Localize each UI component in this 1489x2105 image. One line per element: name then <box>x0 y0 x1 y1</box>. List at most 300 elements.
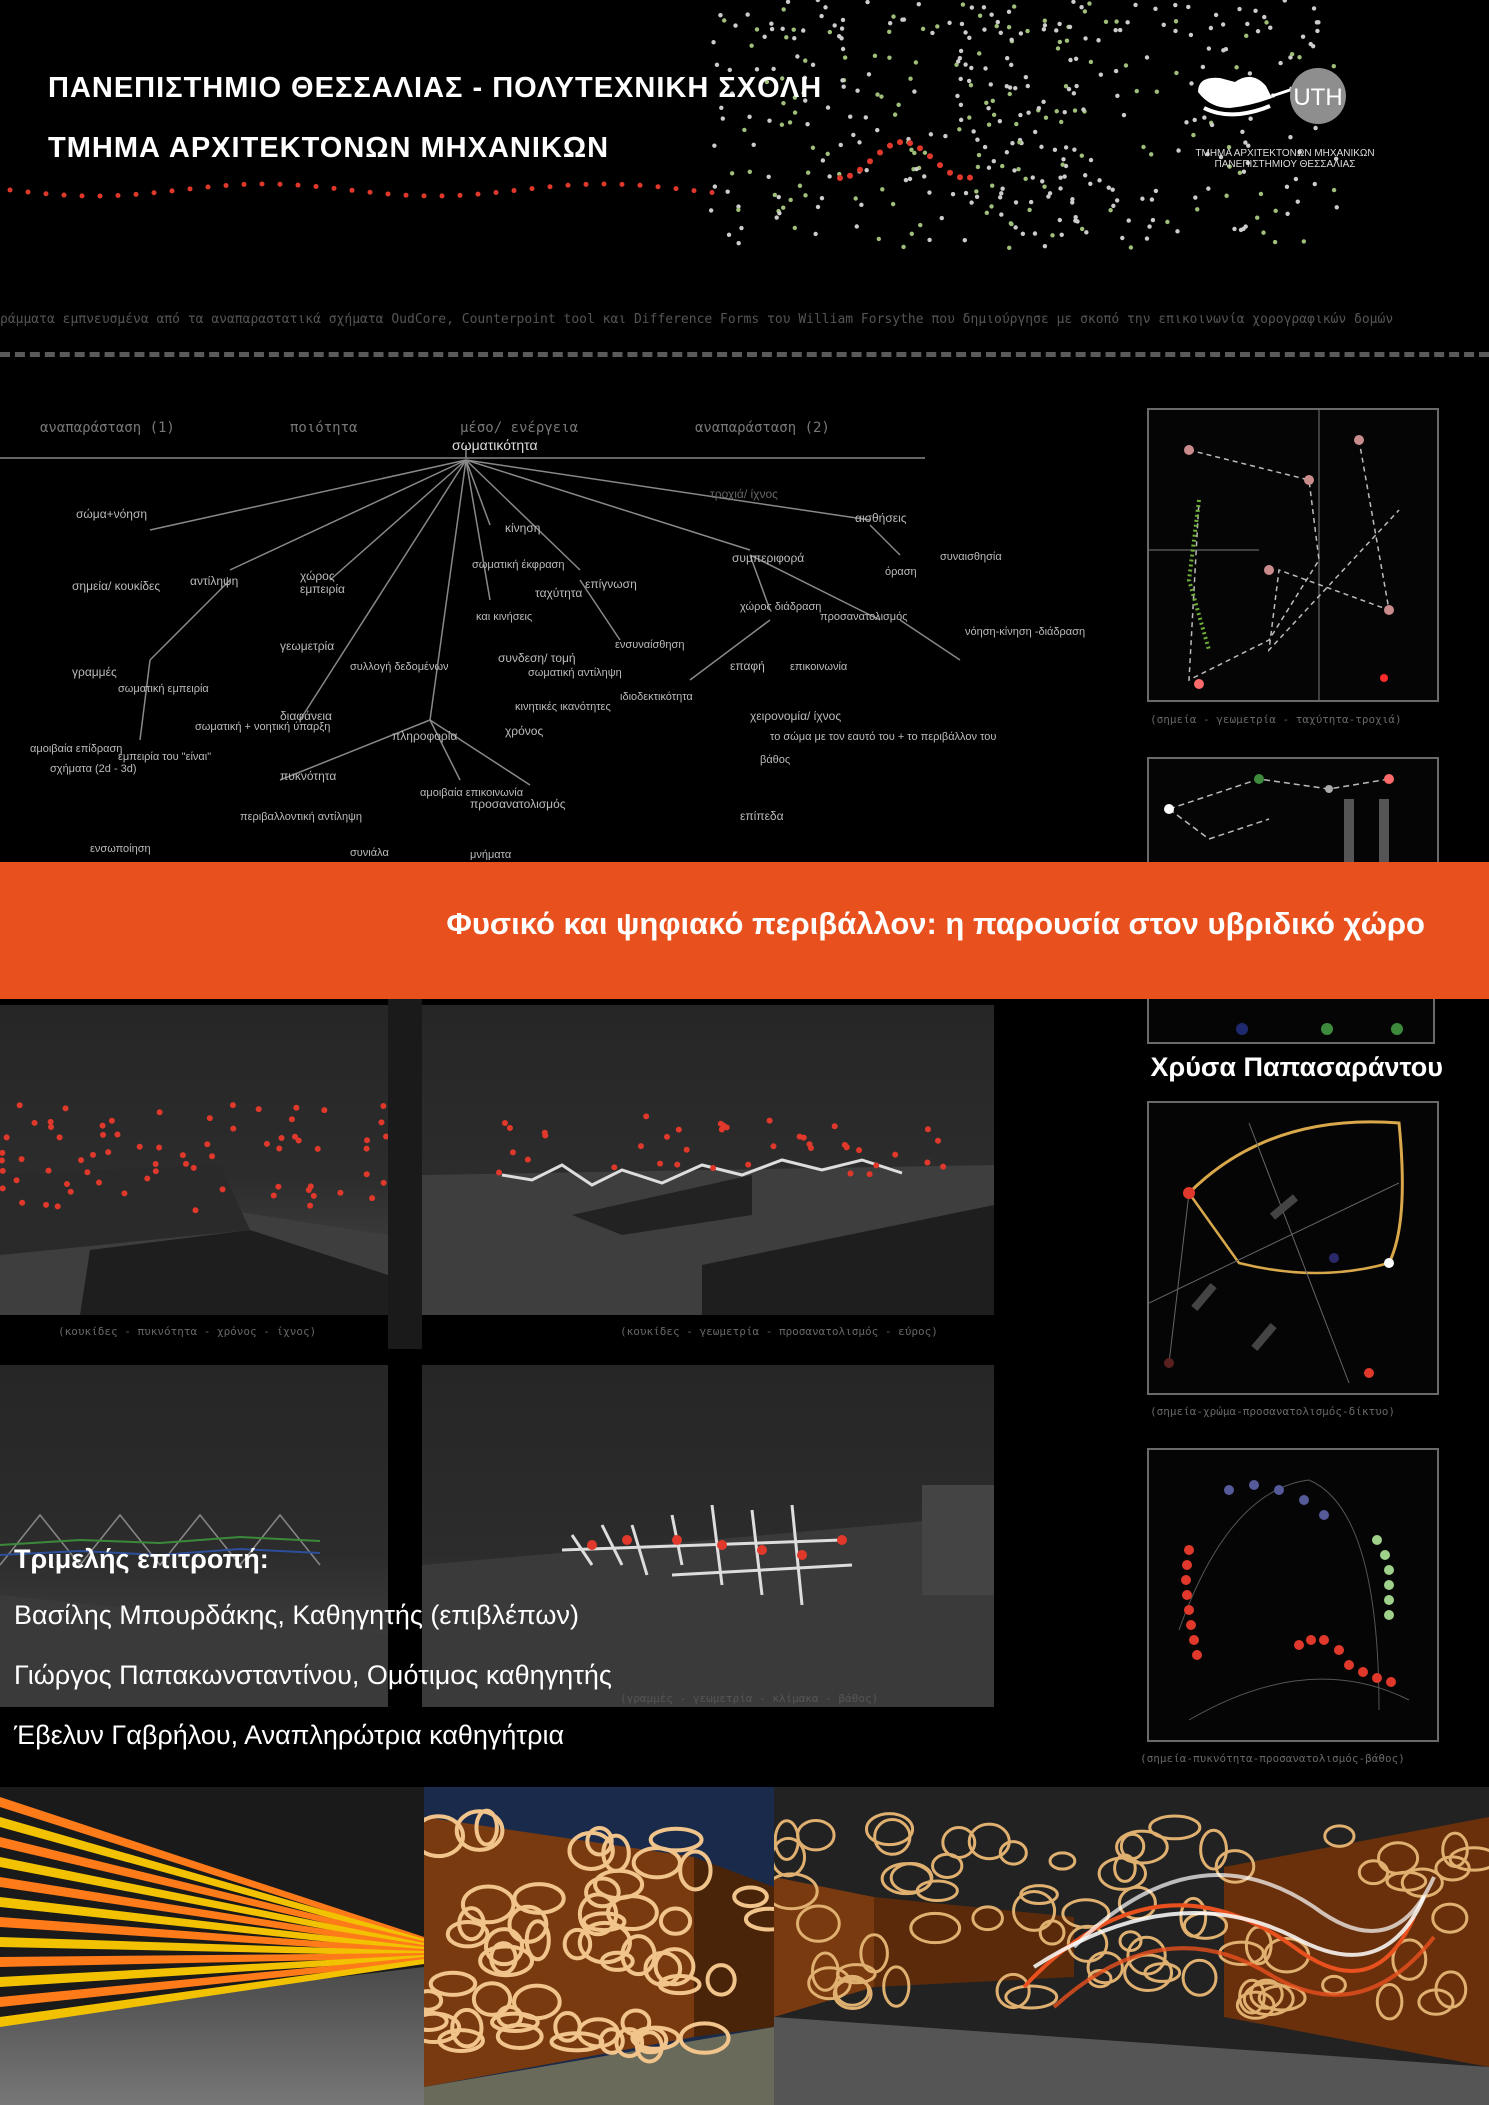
decor-dot <box>927 153 933 159</box>
decor-dot <box>0 1185 6 1191</box>
decor-dot <box>383 1134 388 1140</box>
panel-caption-1: (σημεία - γεωμετρία - ταχύτητα-τροχιά) <box>1150 713 1402 726</box>
decor-dot <box>1209 26 1213 30</box>
decor-dot <box>923 151 927 155</box>
diagram-panel-4 <box>1147 1448 1439 1742</box>
decor-dot <box>823 5 827 9</box>
svg-text:διαφάνεια: διαφάνεια <box>280 709 332 723</box>
decor-dot <box>1099 72 1103 76</box>
decor-dot <box>719 106 723 110</box>
decor-dot <box>842 1142 848 1148</box>
decor-dot <box>819 14 823 18</box>
decor-dot <box>1073 215 1077 219</box>
svg-text:γραμμές: γραμμές <box>72 665 117 679</box>
decor-dot <box>841 85 845 89</box>
decor-dot <box>507 1125 513 1131</box>
decor-dot <box>0 1157 5 1163</box>
title-banner <box>0 862 1489 999</box>
decor-dot <box>188 186 193 191</box>
decor-dot <box>770 1143 776 1149</box>
decor-dot <box>1042 27 1046 31</box>
decor-dot <box>722 18 726 22</box>
decor-dot <box>1053 148 1057 152</box>
decor-dot <box>967 115 971 119</box>
decor-dot <box>736 208 740 212</box>
decor-dot <box>998 119 1002 123</box>
svg-text:πυκνότητα: πυκνότητα <box>280 769 337 783</box>
decor-dot <box>1005 150 1009 154</box>
decor-dot <box>999 212 1003 216</box>
decor-dot <box>45 1168 51 1174</box>
decor-dot <box>152 190 157 195</box>
decor-dot <box>781 7 785 11</box>
decor-dot <box>912 89 916 93</box>
decor-dot <box>755 27 759 31</box>
decor-dot <box>1245 22 1249 26</box>
decor-dot <box>224 183 229 188</box>
decor-dot <box>1273 209 1277 213</box>
decor-dot <box>762 35 766 39</box>
decor-dot <box>914 167 918 171</box>
decor-dot <box>1007 246 1011 250</box>
decor-dot <box>766 175 770 179</box>
decor-dot <box>1140 197 1144 201</box>
decor-dot <box>337 1190 343 1196</box>
decor-dot <box>230 1102 236 1108</box>
decor-dot <box>1031 175 1035 179</box>
decor-dot <box>476 192 481 197</box>
decor-dot <box>206 184 211 189</box>
decor-dot <box>1268 26 1272 30</box>
decor-dot <box>1074 57 1078 61</box>
decor-dot <box>380 1103 386 1109</box>
decor-dot <box>769 21 773 25</box>
decor-dot <box>940 1164 946 1170</box>
decor-dot <box>638 1143 644 1149</box>
decor-dot <box>1207 46 1211 50</box>
decor-dot <box>1195 207 1199 211</box>
decor-dot <box>1124 63 1128 67</box>
decor-dot <box>381 1180 387 1186</box>
decor-dot <box>664 1134 670 1140</box>
decor-dot <box>116 193 121 198</box>
decor-dot <box>910 232 914 236</box>
decor-dot <box>525 1157 531 1163</box>
decor-dot <box>510 1149 516 1155</box>
decor-dot <box>1044 115 1048 119</box>
svg-text:συνδεση/ τομή: συνδεση/ τομή <box>498 651 576 665</box>
decor-dot <box>1114 69 1118 73</box>
decor-dot <box>1013 86 1017 90</box>
decor-dot <box>1058 218 1062 222</box>
decor-dot <box>792 27 796 31</box>
decor-dot <box>1088 182 1092 186</box>
decor-dot <box>1151 218 1155 222</box>
decor-dot <box>1043 244 1047 248</box>
decor-dot <box>674 186 679 191</box>
decor-dot <box>1127 218 1131 222</box>
decor-dot <box>955 94 959 98</box>
decor-dot <box>1224 194 1228 198</box>
decor-dot <box>914 60 918 64</box>
decor-dot <box>873 54 877 58</box>
decor-dot <box>996 20 1000 24</box>
decor-dot <box>1029 200 1033 204</box>
decor-dot <box>1155 90 1159 94</box>
decor-dot <box>960 22 964 26</box>
decor-dot <box>692 188 697 193</box>
decor-dot <box>98 193 103 198</box>
decor-dot <box>308 1183 314 1189</box>
decor-dot <box>1014 200 1018 204</box>
decor-dot <box>828 30 832 34</box>
decor-dot <box>1184 120 1188 124</box>
decor-dot <box>976 165 980 169</box>
decor-dot <box>924 1159 930 1165</box>
decor-dot <box>332 186 337 191</box>
decor-dot <box>0 1168 6 1174</box>
decor-dot <box>721 116 725 120</box>
decor-dot <box>1110 188 1114 192</box>
decor-dot <box>1115 94 1119 98</box>
decor-dot <box>1065 38 1069 42</box>
decor-dot <box>786 0 790 4</box>
decor-dot <box>788 120 792 124</box>
decor-dot <box>1309 42 1313 46</box>
decor-dot <box>891 14 895 18</box>
decor-dot <box>781 205 785 209</box>
decor-dot <box>957 174 963 180</box>
svg-text:κινητικές ικανότητες: κινητικές ικανότητες <box>515 701 611 713</box>
logo-caption: ΤΜΗΜΑ ΑΡΧΙΤΕΚΤΟΝΩΝ ΜΗΧΑΝΙΚΩΝ ΠΑΝΕΠΙΣΤΗΜΙΟΥ ΘΕΣΣΑΛΙΑΣ <box>1195 148 1375 170</box>
decor-dot <box>1149 152 1153 156</box>
render-stripes <box>0 1787 424 2105</box>
svg-text:σωματική αντίληψη: σωματική αντίληψη <box>528 667 622 679</box>
decor-dot <box>893 112 897 116</box>
svg-text:ενσυναίσθηση: ενσυναίσθηση <box>615 639 685 651</box>
decor-dot <box>832 1123 838 1129</box>
decor-dot <box>1012 168 1016 172</box>
decor-dot <box>1313 182 1317 186</box>
decor-dot <box>611 1164 617 1170</box>
decor-dot <box>1017 140 1021 144</box>
render-separator <box>388 999 422 1349</box>
decor-dot <box>1083 9 1087 13</box>
decor-dot <box>947 21 951 25</box>
decor-dot <box>183 1161 189 1167</box>
decor-dot <box>64 1181 70 1187</box>
svg-text:ταχύτητα: ταχύτητα <box>535 586 583 600</box>
decor-dot <box>1000 164 1004 168</box>
decor-dot <box>963 238 967 242</box>
decor-dot <box>19 1200 25 1206</box>
decor-dot <box>314 184 319 189</box>
decor-dot <box>378 1119 384 1125</box>
decor-dot <box>875 92 879 96</box>
decor-dot <box>4 1134 10 1140</box>
decor-dot <box>1189 33 1193 37</box>
decor-dot <box>983 145 987 149</box>
decor-dot <box>887 30 891 34</box>
decor-dot <box>1072 147 1076 151</box>
decor-dot <box>90 1152 96 1158</box>
decor-dot <box>80 193 85 198</box>
decor-dot <box>904 178 908 182</box>
decor-dot <box>864 168 868 172</box>
decor-dot <box>1285 212 1289 216</box>
decor-dot <box>1057 22 1061 26</box>
decor-dot <box>755 67 759 71</box>
decor-dot <box>989 204 993 208</box>
decor-dot <box>276 1146 282 1152</box>
decor-dot <box>1129 245 1133 249</box>
decor-dot <box>542 1133 548 1139</box>
decor-dot <box>1111 204 1115 208</box>
decor-dot <box>14 1177 20 1183</box>
decor-dot <box>793 110 797 114</box>
decor-dot <box>970 5 974 9</box>
decor-dot <box>977 51 981 55</box>
decor-dot <box>1244 34 1248 38</box>
decor-dot <box>922 174 926 178</box>
decor-dot <box>767 119 771 123</box>
decor-dot <box>749 43 753 47</box>
svg-text:επίπεδα: επίπεδα <box>740 809 784 823</box>
decor-dot <box>386 191 391 196</box>
decor-dot <box>887 55 891 59</box>
decor-dot <box>843 55 847 59</box>
decor-dot <box>638 183 643 188</box>
decor-dot <box>1014 122 1018 126</box>
decor-dot <box>1079 5 1083 9</box>
decor-dot <box>84 1169 90 1175</box>
render-giraffe-ribbons <box>774 1787 1489 2105</box>
decor-dot <box>1055 109 1059 113</box>
decor-dot <box>1009 38 1013 42</box>
svg-text:πληροφορία: πληροφορία <box>392 729 458 743</box>
decor-dot <box>1162 23 1166 27</box>
decor-dot <box>806 170 810 174</box>
decor-dot <box>404 193 409 198</box>
decor-dot <box>1174 71 1178 75</box>
decor-dot <box>153 1161 159 1167</box>
decor-dot <box>48 1119 54 1125</box>
decor-dot <box>1175 229 1179 233</box>
decor-dot <box>1145 236 1149 240</box>
decor-dot <box>1054 28 1058 32</box>
decor-dot <box>963 62 967 66</box>
decor-dot <box>121 1190 127 1196</box>
decor-dot <box>725 190 729 194</box>
decor-dot <box>369 1195 375 1201</box>
decor-dot <box>715 63 719 67</box>
decor-dot <box>68 1189 74 1195</box>
decor-dot <box>100 1123 106 1129</box>
decor-dot <box>1061 163 1065 167</box>
decor-dot <box>1023 177 1027 181</box>
decor-dot <box>1174 19 1178 23</box>
decor-dot <box>908 77 912 81</box>
decor-dot <box>832 23 836 27</box>
decor-dot <box>848 115 852 119</box>
decor-dot <box>1005 56 1009 60</box>
decor-dot <box>827 174 831 178</box>
panel-caption-2: (σημεία-χρώμα-προσανατολισμός-δίκτυο) <box>1150 1405 1396 1418</box>
decor-dot <box>656 184 661 189</box>
decor-dot <box>985 211 989 215</box>
concept-map <box>0 380 1130 860</box>
decor-dot <box>137 1144 143 1150</box>
decor-dot <box>78 1157 84 1163</box>
decor-dot <box>1033 130 1037 134</box>
decor-dot <box>982 27 986 31</box>
decor-dot <box>191 1165 197 1171</box>
committee-member: Έβελυν Γαβρήλου, Αναπληρώτρια καθηγήτρια <box>14 1720 565 1750</box>
decor-dot <box>8 188 13 193</box>
decor-dot <box>44 191 49 196</box>
decor-dot <box>105 1149 111 1155</box>
decor-dot <box>847 173 853 179</box>
decor-dot <box>709 208 713 212</box>
decor-dot <box>1214 13 1218 17</box>
svg-text:συναισθησία: συναισθησία <box>940 551 1002 563</box>
decor-dot <box>1108 208 1112 212</box>
decor-dot <box>917 145 923 151</box>
decor-dot <box>307 1203 313 1209</box>
decor-dot <box>977 153 981 157</box>
decor-dot <box>494 190 499 195</box>
decor-dot <box>144 1175 150 1181</box>
decor-dot <box>961 2 965 6</box>
render-still-2 <box>422 1005 994 1315</box>
decor-dot <box>1024 75 1028 79</box>
decor-dot <box>925 1126 931 1132</box>
render-still-3 <box>0 1365 388 1707</box>
decor-dot <box>566 183 571 188</box>
svg-text:χειρονομία/ ίχνος: χειρονομία/ ίχνος <box>750 709 842 723</box>
decor-dot <box>1206 186 1210 190</box>
decor-dot <box>55 1203 61 1209</box>
decor-dot <box>134 192 139 197</box>
decor-dot <box>364 1171 370 1177</box>
decor-dot <box>368 190 373 195</box>
decor-dot <box>841 47 845 51</box>
top-label: αναπαράσταση (2) <box>695 420 830 436</box>
decor-dot <box>865 0 869 4</box>
decor-dot <box>748 170 752 174</box>
decor-dot <box>1133 3 1137 7</box>
decor-dot <box>48 1124 54 1130</box>
decor-dot <box>1145 55 1149 59</box>
decor-dot <box>1255 215 1259 219</box>
decor-dot <box>897 139 903 145</box>
decor-dot <box>1241 227 1245 231</box>
decor-dot <box>713 184 717 188</box>
decor-dot <box>1173 3 1177 7</box>
decor-dot <box>170 188 175 193</box>
decor-dot <box>1007 25 1011 29</box>
decor-dot <box>930 31 934 35</box>
decor-dot <box>982 5 986 9</box>
decor-dot <box>19 1156 25 1162</box>
decor-dot <box>1043 23 1047 27</box>
decor-dot <box>840 26 844 30</box>
decor-dot <box>602 182 607 187</box>
decor-dot <box>1063 110 1067 114</box>
decor-dot <box>777 195 781 199</box>
decor-dot <box>1007 10 1011 14</box>
svg-text:όραση: όραση <box>885 566 917 578</box>
decor-dot <box>57 1134 63 1140</box>
decor-dot <box>857 140 861 144</box>
decor-dot <box>969 66 973 70</box>
decor-dot <box>1071 0 1075 4</box>
decor-dot <box>853 196 857 200</box>
svg-text:σωματική + νοητική ύπαρξη: σωματική + νοητική ύπαρξη <box>195 721 331 733</box>
decor-dot <box>296 183 301 188</box>
decor-dot <box>1043 19 1047 23</box>
svg-text:συμπεριφορά: συμπεριφορά <box>732 551 805 565</box>
decor-dot <box>999 31 1003 35</box>
decor-dot <box>859 203 863 207</box>
decor-dot <box>918 223 922 227</box>
decor-dot <box>1312 6 1316 10</box>
decor-dot <box>293 1105 299 1111</box>
decor-dot <box>767 1118 773 1124</box>
decor-dot <box>1058 40 1062 44</box>
decor-dot <box>855 224 859 228</box>
decor-dot <box>989 82 993 86</box>
decor-dot <box>864 115 868 119</box>
svg-text:περιβαλλοντική αντίληψη: περιβαλλοντική αντίληψη <box>240 811 363 823</box>
render-caption-2: (κουκίδες - γεωμετρία - προσανατολισμός - εύρος) <box>620 1325 938 1338</box>
decor-dot <box>867 72 871 76</box>
decor-dot <box>901 245 905 249</box>
decor-dot <box>684 1147 690 1153</box>
decor-dot <box>1067 87 1071 91</box>
decor-dot <box>1154 189 1158 193</box>
decor-dot <box>230 1126 236 1132</box>
decor-dot <box>1070 200 1074 204</box>
svg-text:εμπειρία: εμπειρία <box>300 582 345 596</box>
decor-dot <box>1042 184 1046 188</box>
decor-dot <box>912 151 916 155</box>
decor-dot <box>1033 231 1037 235</box>
decor-dot <box>1000 187 1004 191</box>
decor-dot <box>801 28 805 32</box>
decor-dot <box>771 67 775 71</box>
decor-dot <box>1224 47 1228 51</box>
decor-dot <box>1285 185 1289 189</box>
thesis-title: Φυσικό και ψηφιακό περιβάλλον: η παρουσία στον υβριδικό χώρο <box>446 906 1425 941</box>
decor-dot <box>1315 20 1319 24</box>
decor-dot <box>1114 19 1118 23</box>
decor-dot <box>995 24 999 28</box>
decor-dot <box>963 30 967 34</box>
top-label: ποιότητα <box>290 420 358 436</box>
decor-dot <box>584 182 589 187</box>
decor-dot <box>803 58 807 62</box>
decor-dot <box>803 193 807 197</box>
decor-dot <box>927 190 931 194</box>
decor-dot <box>745 12 749 16</box>
decor-dot <box>1259 192 1263 196</box>
decor-dot <box>674 1162 680 1168</box>
decor-dot <box>730 171 734 175</box>
decor-dot <box>917 2 921 6</box>
decor-dot <box>256 1106 262 1112</box>
decor-dot <box>1081 107 1085 111</box>
